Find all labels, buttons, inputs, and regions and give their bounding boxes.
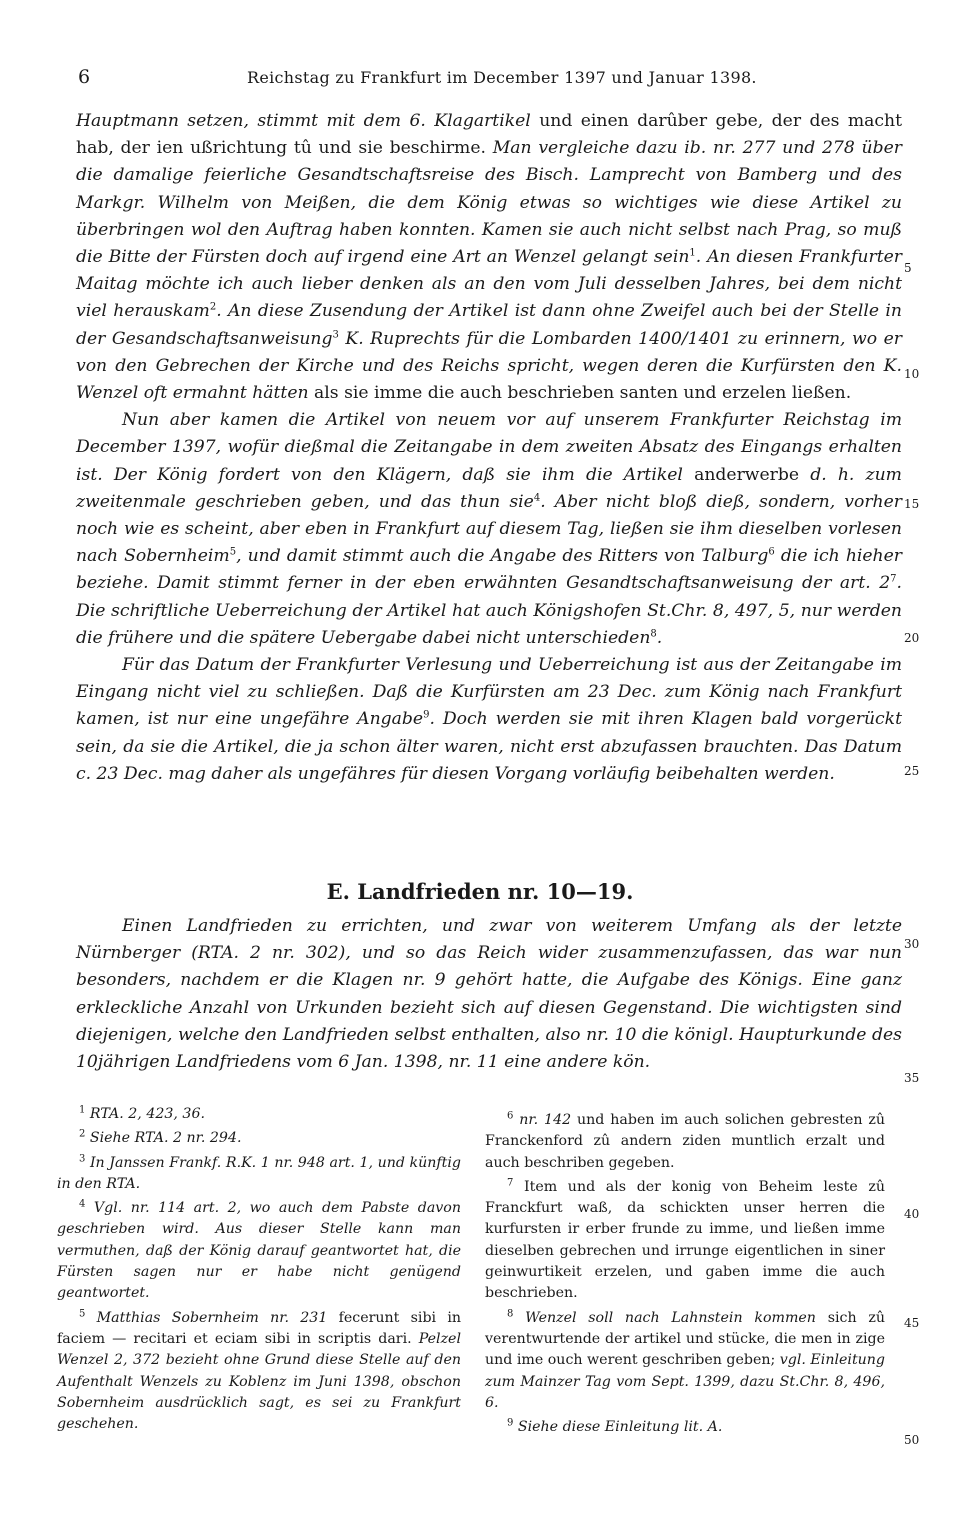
line-number: 20 <box>904 631 920 645</box>
footnote-text: RTA. 2, 423, 36. <box>89 1106 205 1122</box>
text-span: Nun aber kamen die Artikel von neuem vor auf unserem Frankfurter Reichstag im December 1397, wofür dießmal die Zeitangabe in dem zweiten Absatz des Eingangs erhalten ist. Der König fordert von den Klägern, daß sie ihm die Artikel <box>76 410 902 485</box>
footnote-ref: 6 <box>768 546 775 558</box>
footnote-ref: 7 <box>890 573 897 585</box>
line-number: 15 <box>904 497 920 511</box>
footnote-ref: 3 <box>332 328 339 340</box>
text-span: . Die schriftliche Ueberreichung der Artikel hat auch Königshofen St.Chr. 8, 497, 5, nur werden die frühere und die spätere Uebergabe dabei nicht unterschieden <box>76 573 902 648</box>
footnote-text: Wenzel soll nach Lahnstein kommen <box>525 1309 816 1326</box>
footnote <box>485 1308 885 1414</box>
text-span: . Aber nicht bloß dieß, sondern, vorher noch wie es scheint, aber eben in Frankfurt auf diesem Tag, ließen sie ihm dieselben vorlesen nach Sobernheim <box>76 491 902 567</box>
footnote-number: 9 <box>507 1417 514 1429</box>
main-text-section <box>76 913 902 1076</box>
footnote-ref: 9 <box>423 709 430 721</box>
running-title: Reichstag zu Frankfurt im December 1397 und Januar 1398. <box>247 68 757 87</box>
footnote-number: 3 <box>79 1152 86 1164</box>
text-span: d. h. zum zweitenmale geschrieben geben, und das thun sie <box>76 464 902 512</box>
text-span: anderwerbe <box>682 464 811 485</box>
text-span: die ich hieher beziehe. Damit stimmt ferner in der eben erwähnten Gesandtschaftsanweisung der art. 2 <box>76 546 903 594</box>
footnote-number: 6 <box>507 1110 514 1122</box>
footnote-text: Siehe RTA. 2 nr. 294. <box>89 1130 242 1147</box>
footnote-number: 8 <box>507 1307 514 1319</box>
line-number: 30 <box>904 937 920 951</box>
footnote-text: Matthias Sobernheim nr. 231 <box>96 1309 328 1326</box>
footnote <box>485 1177 885 1305</box>
footnote <box>485 1417 885 1438</box>
footnote-ref: 1 <box>689 247 696 259</box>
footnote <box>57 1128 461 1149</box>
footnote-text: und haben im auch solichen gebresten zû Franckenford zû andern ziden muntlich erzalt und auch beschriben gegeben. <box>485 1112 885 1171</box>
section-heading: E. Landfrieden nr. 10—19. <box>326 879 634 904</box>
page-number: 6 <box>78 66 91 88</box>
footnote-number: 5 <box>79 1307 86 1319</box>
text-span: Für das Datum der Frankfurter Verlesung und Ueberreichung ist aus der Zeitangabe im Eingang nicht viel zu schließen. Daß die Kurfürsten am 23 Dec. zum König nach Frankfurt kamen, ist nur eine ungefähre Angabe <box>76 655 902 730</box>
line-number: 5 <box>904 261 912 275</box>
footnote <box>485 1110 885 1174</box>
footnote-text: vgl. Einleitung zum Mainzer Tag vom Sept. 1399, dazu St.Chr. 8, 496, 6. <box>485 1352 885 1411</box>
footnote-text: Siehe diese Einleitung lit. A. <box>517 1419 723 1436</box>
text-span: K. Ruprechts für die Lombarden 1400/1401 zu erinnern, wo er von den Gebrechen der Kirche und des Reichs spricht, wegen deren die Kurfürsten den K. Wenzel oft ermahnt hätten <box>76 328 903 404</box>
line-number: 45 <box>904 1316 920 1330</box>
text-span: . <box>656 627 663 648</box>
footnote-number: 7 <box>507 1177 514 1189</box>
line-number: 40 <box>904 1207 920 1221</box>
paragraph <box>76 108 902 407</box>
footnote-text: Pelzel Wenzel 2, 372 bezieht ohne Grund diese Stelle auf den Aufenthalt Wenzels zu Koblenz im Juni 1398, obschon Sobernheim ausdrücklich sagt, es sei zu Frankfurt geschehen. <box>57 1330 461 1433</box>
line-number: 25 <box>904 764 920 778</box>
line-number: 10 <box>904 367 920 381</box>
line-number: 50 <box>904 1433 920 1447</box>
footnote-number: 1 <box>79 1104 86 1116</box>
text-span: als sie imme die auch beschrieben santen und erzelen ließen. <box>308 383 852 404</box>
paragraph <box>76 652 902 788</box>
footnote-text: Item und als der konig von Beheim leste zû Franckfurt waß, da schickten unser herren die kurfursten ir erber frunde zu imme, und ließen imme dieselben gebrechen und irrunge eigentlichen in siner geinwurtikeit erzelen, und gaben imme die auch beschrieben. <box>485 1178 885 1302</box>
text-span: . An diesen Frankfurter Maitag möchte ich auch lieber denken als an den vom Juli desselben Jahres, bei dem nicht viel herauskam <box>76 247 902 322</box>
footnote-text: sich zû verentwurtende der artikel und stücke, die men in zige und ime ouch werent geschriben geben; <box>485 1309 885 1369</box>
footnotes-right <box>485 1110 885 1441</box>
footnote-ref: 5 <box>229 546 237 558</box>
footnote-number: 4 <box>79 1198 86 1210</box>
footnote <box>57 1153 461 1196</box>
footnote-number: 2 <box>79 1128 86 1140</box>
footnote-text: nr. 142 <box>519 1112 572 1128</box>
text-span: Man vergleiche dazu ib. nr. 277 und 278 über die damalige feierliche Gesandtschaftsreise des Bisch. Lamprecht von Bamberg und des Markgr. Wilhelm von Meißen, die dem König etwas so wichtiges wie diese Artikel zu überbringen wol den Auftrag haben konnten. Kamen sie auch nicht selbst nach Prag, so muß die Bitte der Fürsten doch auf irgend eine Art an Wenzel gelangt sein <box>76 138 902 268</box>
footnote <box>57 1308 461 1436</box>
footnote-text: In Janssen Frankf. R.K. 1 nr. 948 art. 1, und künftig in den RTA. <box>57 1154 461 1192</box>
footnote-ref: 4 <box>533 492 541 504</box>
paragraph: Einen Landfrieden zu errichten, und zwar von weiterem Umfang als der letzte Nürnberger (RTA. 2 nr. 302), und so das Reich wider zusammenzufassen, das war nun besonders, nachdem er die Klagen nr. 9 gehört hatte, die Aufgabe des Königs. Eine ganz erkleckliche Anzahl von Urkunden bezieht sich auf diesen Gegenstand. Die wichtigsten sind diejenigen, welche den Landfrieden selbst enthalten, also nr. 10 die königl. Haupturkunde des 10jährigen Landfriedens vom 6 Jan. 1398, nr. 11 eine andere kön. <box>76 916 902 1073</box>
text-span: . An diese Zusendung der Artikel ist dann ohne Zweifel auch bei der Stelle in der Gesandschaftsanweisung <box>76 301 902 349</box>
footnote-ref: 8 <box>650 628 657 640</box>
footnote-ref: 2 <box>209 301 217 313</box>
footnotes-left <box>57 1104 461 1438</box>
paragraph <box>76 407 902 652</box>
footnote-text: fecerunt sibi in faciem — recitari et eciam sibi in scriptis dari. <box>57 1309 461 1347</box>
text-span: und einen darûber gebe, der des macht hab, der ien ußrichtung tû und sie beschirme. <box>76 111 902 159</box>
footnote-text: Vgl. nr. 114 art. 2, wo auch dem Pabste davon geschrieben wird. Aus dieser Stelle kann man vermuthen, daß der König darauf geantwortet hat, die Fürsten sagen nur er habe nicht genügend geantwortet. <box>57 1200 461 1302</box>
text-span: . Doch werden sie mit ihren Klagen bald vorgerückt sein, da sie die Artikel, die ja schon älter waren, nicht erst abzufassen brauchten. Das Datum c. 23 Dec. mag daher als ungefähres für diesen Vorgang vorläufig beibehalten werden. <box>76 709 902 784</box>
line-number: 35 <box>904 1071 920 1085</box>
main-text-section <box>76 108 902 788</box>
footnote <box>57 1104 461 1125</box>
text-span: Hauptmann setzen, stimmt mit dem 6. Klagartikel <box>76 111 531 131</box>
footnote <box>57 1198 461 1304</box>
text-span: , und damit stimmt auch die Angabe des Ritters von Talburg <box>236 546 769 567</box>
